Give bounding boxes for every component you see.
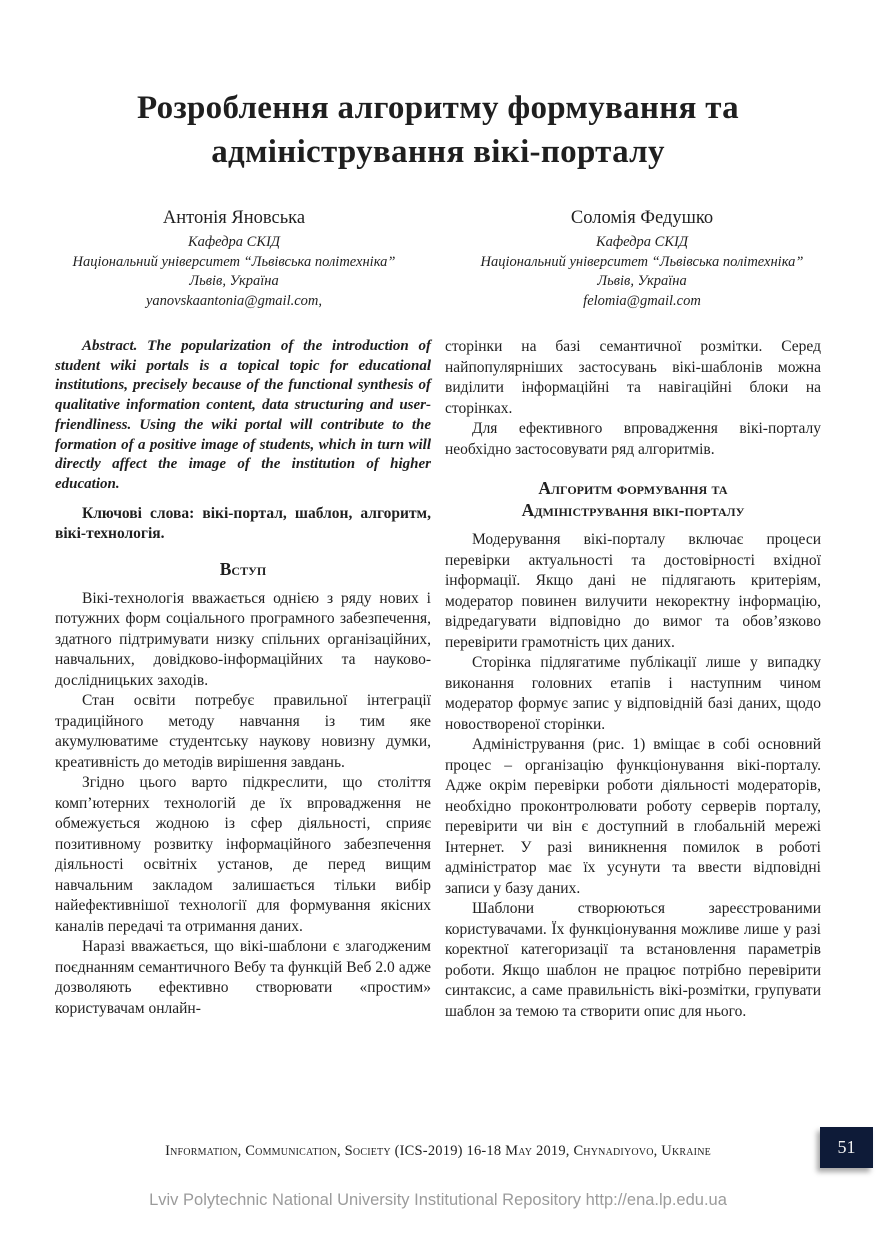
author-1-email: yanovskaantonia@gmail.com, <box>145 292 323 309</box>
paragraph-continuation: сторінки на базі семантичної розмітки. Серед найпопулярніших застосувань вікі-шаблонів можна виділити інформаційні та навігаційні блоки на сторінках. <box>445 338 821 417</box>
paragraph: Стан освіти потребує правильної інтеграції традиційного методу навчання із тим яке акумулюватиме студентську наукову новизну думки, креативність до методів вирішення завдань. <box>55 692 431 771</box>
paragraph: Для ефективного впровадження вікі-порталу необхідно застосовувати ряд алгоритмів. <box>445 420 821 458</box>
repository-watermark: Lviv Polytechnic National University Institutional Repository http://ena.lp.edu.ua <box>149 1191 727 1209</box>
section-heading-algorithm: Алгоритм формування та Адміністрування вікі-порталу <box>521 478 745 520</box>
author-2-department: Кафедра СКІД <box>595 234 689 250</box>
right-column <box>445 337 821 1022</box>
section-heading-intro: Вступ <box>219 558 267 579</box>
paragraph: Шаблони створюються зареєстрованими користувачами. Їх функціонування можливе лише у разі коректної категоризації та встановлення параметрів роботи. Якщо шаблон не працює потрібно перевірити синтаксис, а саме правильність вікі-розмітки, групувати шаблон за темою та створити опис для нього. <box>445 900 821 1020</box>
page-number: 51 <box>837 1137 856 1157</box>
paragraph: Вікі-технологія вважається однією з ряду нових і потужних форм соціального програмного забезпечення, здатного підтримувати низку спільних організаційних, навчальних, довідково-інформаційних та науково-дослідницьких заходів. <box>55 589 431 689</box>
author-2 <box>438 206 846 311</box>
author-1-name: Антонія Яновська <box>162 208 306 228</box>
author-1-city: Львів, Україна <box>189 273 279 289</box>
page-number-badge <box>820 1127 873 1168</box>
abstract-paragraph: Abstract. The popularization of the introduction of student wiki portals is a topical topic for educational institutions, precisely because of the functional synthesis of qualitative information content, data structuring and user-friendliness. Using the wiki portal will contribute to the formation of a positive image of students, which in turn will directly affect the image of the institution of higher education. <box>55 338 431 492</box>
authors-block <box>0 206 876 311</box>
author-2-name: Соломія Федушко <box>570 208 714 228</box>
paper-title: Розроблення алгоритму формування та адміністрування вікі-порталу <box>137 90 739 170</box>
paragraph: Сторінка підлягатиме публікації лише у випадку виконання головних етапів і наступним чином модератор формує запис у відповідній базі даних, щодо новоствореної сторінки. <box>445 654 821 733</box>
paragraph: Наразі вважається, що вікі-шаблони є злагодженим поєднанням семантичного Вебу та функцій Веб 2.0 адже дозволяють ефективно створювати «простим» користувачам онлайн- <box>55 938 431 1017</box>
author-1-university: Національний університет “Львівська політехніка” <box>72 253 396 270</box>
author-2-university: Національний університет “Львівська політехніка” <box>480 253 804 270</box>
keywords-paragraph: Ключові слова: вікі-портал, шаблон, алгоритм, вікі-технологія. <box>55 504 431 543</box>
author-1 <box>30 206 438 311</box>
paragraph: Згідно цього варто підкреслити, що століття комп’ютерних технологій де їх впровадження не обмежується жодною із сфер діяльності, сприяє позитивному розвитку інформаційного забезпечення діяльності освітніх установ, де перед вищим навчальним закладом залишається тільки вибір найефективнішої технології для формування якісних каналів передачі та отримання даних. <box>55 774 431 935</box>
left-column <box>55 337 431 1022</box>
paragraph: Адміністрування (рис. 1) вміщає в собі основний процес – організацію функціонування вікі-порталу. Адже окрім перевірки роботи діяльності модераторів, необхідно проконтролювати роботу серверів порталу, перевірити чи він є доступний в глобальній мережі Інтернет. У разі виникнення помилок в роботі адміністратор має їх усунути та ввести відповідні записи у базу даних. <box>445 736 821 897</box>
paragraph: Модерування вікі-порталу включає процеси перевірки актуальності та достовірності вхідної інформації. Якщо дані не підлягають критеріям, модератор повинен вилучити некоректну інформацію, відредагувати відповідно до вимог та обов’язково перевірити грамотність цих даних. <box>445 531 821 651</box>
footer-conference-line: Information, Communication, Society (ICS-2019) 16-18 May 2019, Chynadiyovo, Ukraine <box>165 1143 711 1159</box>
author-1-department: Кафедра СКІД <box>187 234 281 250</box>
author-2-city: Львів, Україна <box>597 273 687 289</box>
body-columns <box>0 337 876 1022</box>
author-2-email: felomia@gmail.com <box>583 292 701 309</box>
